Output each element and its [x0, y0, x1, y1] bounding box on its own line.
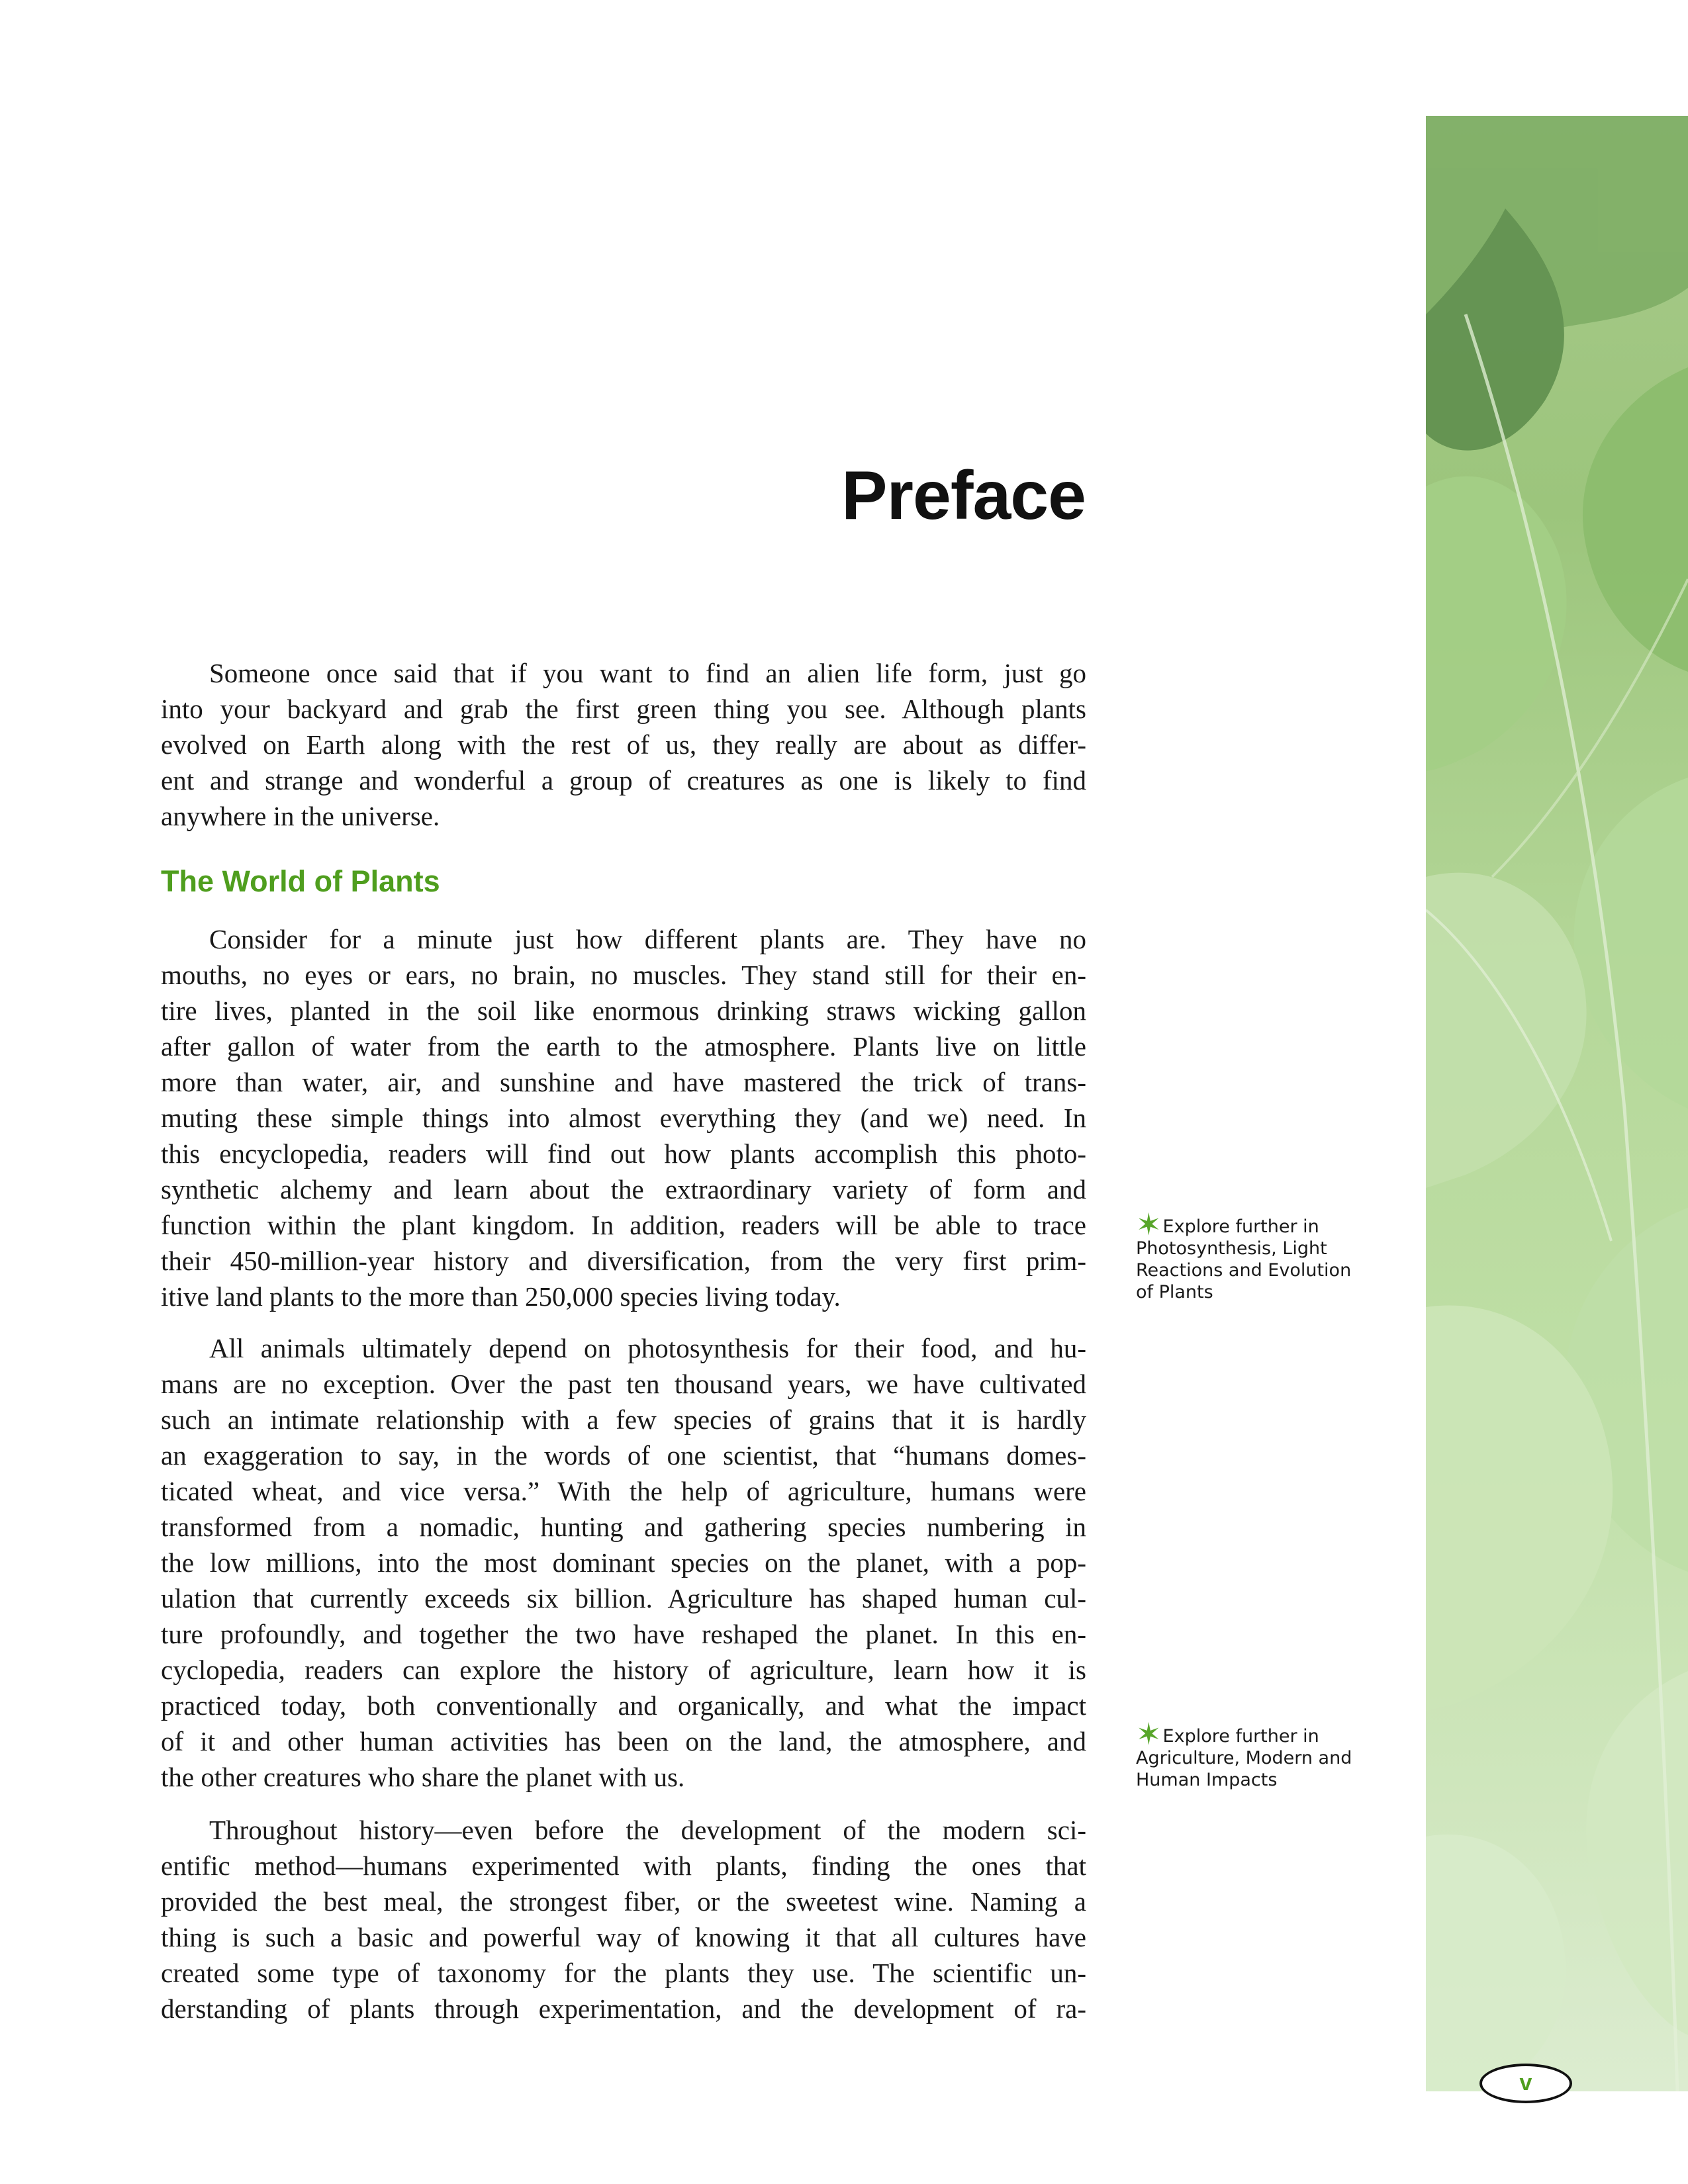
text-line: derstanding of plants through experimentation, and the development of ra- [161, 1993, 1086, 2024]
text-line: ent and strange and wonderful a group of creatures as one is likely to find [161, 765, 1086, 796]
paragraph [161, 1812, 1086, 2026]
text-line: function within the plant kingdom. In addition, readers will be able to trace [161, 1210, 1086, 1240]
text-line: this encyclopedia, readers will find out how plants accomplish this photo- [161, 1138, 1086, 1169]
page-number: v [1479, 2064, 1572, 2103]
text-line: of it and other human activities has been on the land, the atmosphere, and [161, 1726, 1086, 1756]
margin-note-text: Photosynthesis, Light [1136, 1238, 1327, 1259]
margin-note-text: Human Impacts [1136, 1770, 1278, 1790]
text-line: ulation that currently exceeds six billion. Agriculture has shaped human cul- [161, 1583, 1086, 1614]
paragraph [161, 655, 1086, 834]
text-line: All animals ultimately depend on photosynthesis for their food, and hu- [209, 1333, 1086, 1363]
text-line: mans are no exception. Over the past ten thousand years, we have cultivated [161, 1369, 1086, 1399]
text-line: into your backyard and grab the first green thing you see. Although plants [161, 694, 1086, 724]
margin-note-first-line [1136, 1206, 1401, 1242]
text-line: created some type of taxonomy for the plants they use. The scientific un- [161, 1958, 1086, 1988]
margin-note-first-line [1136, 1716, 1401, 1752]
paragraph [161, 921, 1086, 1314]
text-line: cyclopedia, readers can explore the history of agriculture, learn how it is [161, 1655, 1086, 1685]
text-line: tire lives, planted in the soil like enormous drinking straws wicking gallon [161, 995, 1086, 1026]
leaf-photo-strip [1426, 116, 1688, 2091]
text-line: entific method—humans experimented with plants, finding the ones that [161, 1850, 1086, 1881]
margin-note-text: Explore further in [1162, 1726, 1319, 1747]
margin-note-text: Explore further in [1162, 1216, 1319, 1237]
text-line: mouths, no eyes or ears, no brain, no muscles. They stand still for their en- [161, 960, 1086, 990]
text-line: muting these simple things into almost everything they (and we) need. In [161, 1103, 1086, 1133]
text-line: Throughout history—even before the development of the modern sci- [209, 1815, 1086, 1845]
margin-note-text: of Plants [1136, 1282, 1213, 1302]
section-heading: The World of Plants [161, 864, 440, 898]
margin-note [1136, 1716, 1401, 1791]
text-line: provided the best meal, the strongest fiber, or the sweetest wine. Naming a [161, 1886, 1086, 1917]
text-line: Someone once said that if you want to find an alien life form, just go [209, 658, 1086, 688]
green-asterisk-star-icon: ✶ [1136, 1206, 1162, 1242]
text-line: synthetic alchemy and learn about the extraordinary variety of form and [161, 1174, 1086, 1205]
green-asterisk-star-icon: ✶ [1136, 1716, 1162, 1752]
margin-note [1136, 1206, 1401, 1303]
text-line: their 450-million-year history and diversification, from the very first prim- [161, 1246, 1086, 1276]
margin-note-text: Agriculture, Modern and [1136, 1748, 1352, 1768]
text-line: the low millions, into the most dominant species on the planet, with a pop- [161, 1547, 1086, 1578]
text-line: such an intimate relationship with a few species of grains that it is hardly [161, 1404, 1086, 1435]
text-line: more than water, air, and sunshine and have mastered the trick of trans- [161, 1067, 1086, 1097]
text-line: ture profoundly, and together the two have reshaped the planet. In this en- [161, 1619, 1086, 1649]
text-line: ticated wheat, and vice versa.” With the help of agriculture, humans were [161, 1476, 1086, 1506]
text-line: evolved on Earth along with the rest of us, they really are about as differ- [161, 729, 1086, 760]
text-line: itive land plants to the more than 250,000 species living today. [161, 1281, 841, 1312]
text-line: Consider for a minute just how different plants are. They have no [209, 924, 1086, 954]
text-line: transformed from a nomadic, hunting and gathering species numbering in [161, 1512, 1086, 1542]
margin-note-text: Reactions and Evolution [1136, 1260, 1352, 1281]
text-line: an exaggeration to say, in the words of one scientist, that “humans domes- [161, 1440, 1086, 1471]
text-line: thing is such a basic and powerful way of knowing it that all cultures have [161, 1922, 1086, 1952]
leaf-image [1426, 116, 1688, 2091]
text-line: anywhere in the universe. [161, 801, 440, 831]
page-title: Preface [841, 457, 1086, 534]
text-line: the other creatures who share the planet with us. [161, 1762, 685, 1792]
text-line: after gallon of water from the earth to the atmosphere. Plants live on little [161, 1031, 1086, 1062]
paragraph [161, 1330, 1086, 1795]
text-line: practiced today, both conventionally and organically, and what the impact [161, 1690, 1086, 1721]
